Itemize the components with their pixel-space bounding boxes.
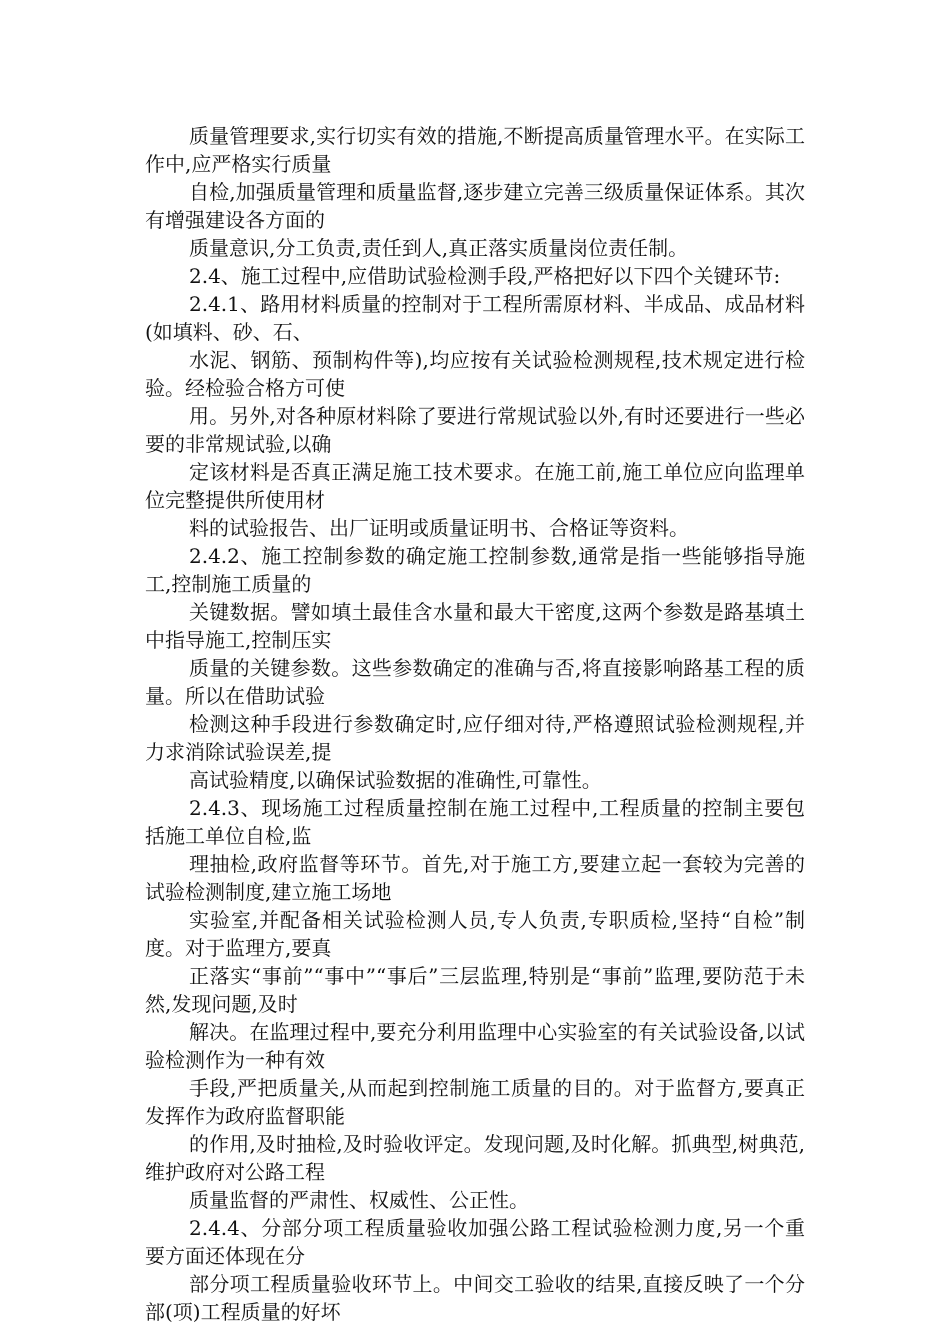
paragraph: 的作用,及时抽检,及时验收评定。发现问题,及时化解。抓典型,树典范,维护政府对公路工程 (145, 1132, 805, 1184)
paragraph: 检测这种手段进行参数确定时,应仔细对待,严格遵照试验检测规程,并力求消除试验误差,提 (145, 712, 805, 764)
paragraph: 料的试验报告、出厂证明或质量证明书、合格证等资料。 (189, 516, 689, 540)
paragraph: 2.4.3、现场施工过程质量控制在施工过程中,工程质量的控制主要包括施工单位自检,监 (145, 796, 805, 848)
paragraph: 质量的关键参数。这些参数确定的准确与否,将直接影响路基工程的质量。所以在借助试验 (145, 656, 805, 708)
paragraph: 自检,加强质量管理和质量监督,逐步建立完善三级质量保证体系。其次有增强建设各方面的 (145, 180, 805, 232)
paragraph: 高试验精度,以确保试验数据的准确性,可靠性。 (189, 768, 602, 792)
paragraph: 2.4.4、分部分项工程质量验收加强公路工程试验检测力度,另一个重要方面还体现在分 (145, 1216, 805, 1268)
paragraph: 质量监督的严肃性、权威性、公正性。 (189, 1188, 529, 1212)
paragraph: 用。另外,对各种原材料除了要进行常规试验以外,有时还要进行一些必要的非常规试验,以确 (145, 404, 805, 456)
paragraph: 正落实“事前”“事中”“事后”三层监理,特别是“事前”监理,要防范于未然,发现问题,及时 (145, 964, 805, 1016)
paragraph: 手段,严把质量关,从而起到控制施工质量的目的。对于监督方,要真正发挥作为政府监督职能 (145, 1076, 805, 1128)
paragraph: 部分项工程质量验收环节上。中间交工验收的结果,直接反映了一个分部(项)工程质量的好坏 (145, 1272, 805, 1324)
document-body (145, 122, 805, 1326)
paragraph: 定该材料是否真正满足施工技术要求。在施工前,施工单位应向监理单位完整提供所使用材 (145, 460, 805, 512)
paragraph: 2.4.2、施工控制参数的确定施工控制参数,通常是指一些能够指导施工,控制施工质量的 (145, 544, 805, 596)
paragraph: 解决。在监理过程中,要充分利用监理中心实验室的有关试验设备,以试验检测作为一种有效 (145, 1020, 805, 1072)
paragraph: 水泥、钢筋、预制构件等),均应按有关试验检测规程,技术规定进行检验。经检验合格方可使 (145, 348, 805, 400)
paragraph: 2.4、施工过程中,应借助试验检测手段,严格把好以下四个关键环节: (189, 264, 781, 288)
paragraph: 质量意识,分工负责,责任到人,真正落实质量岗位责任制。 (189, 236, 689, 260)
paragraph: 理抽检,政府监督等环节。首先,对于施工方,要建立起一套较为完善的试验检测制度,建立施工场地 (145, 852, 805, 904)
paragraph: 关键数据。譬如填土最佳含水量和最大干密度,这两个参数是路基填土中指导施工,控制压实 (145, 600, 805, 652)
paragraph: 实验室,并配备相关试验检测人员,专人负责,专职质检,坚持“自检”制度。对于监理方,要真 (145, 908, 805, 960)
paragraph: 2.4.1、路用材料质量的控制对于工程所需原材料、半成品、成品材料(如填料、砂、石、 (145, 292, 805, 344)
paragraph: 质量管理要求,实行切实有效的措施,不断提高质量管理水平。在实际工作中,应严格实行质量 (145, 124, 805, 176)
